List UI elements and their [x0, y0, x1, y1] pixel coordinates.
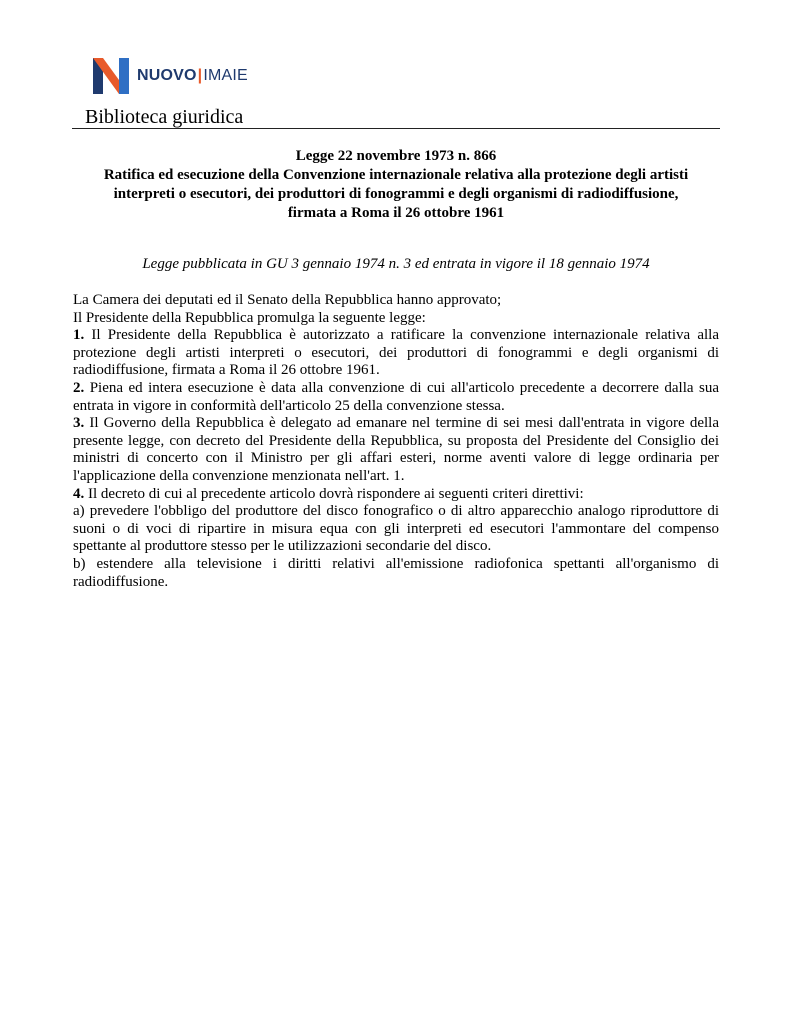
article-number: 1.: [73, 327, 85, 344]
law-title-line: Ratifica ed esecuzione della Convenzione internazionale relativa alla protezione degli artisti: [103, 167, 689, 183]
law-title-line: firmata a Roma il 26 ottobre 1961: [287, 205, 505, 221]
article-text: Il Presidente della Repubblica è autorizzato a ratificare la convenzione internazionale relativa alla protezione degli artisti interpreti o esecutori, dei produttori di fonogrammi e degli organismi di radiodiffusione, firmata a Roma il 26 ottobre 1961.: [73, 327, 719, 379]
section-title: Biblioteca giuridica: [85, 106, 244, 128]
article-number: 2.: [73, 379, 85, 396]
law-title: [72, 147, 720, 223]
article-2: [73, 380, 719, 415]
brand-name-light: IMAIE: [203, 67, 248, 84]
article-1: [73, 327, 719, 380]
criterion-a: a) prevedere l'obbligo del produttore del disco fonografico o di altro apparecchio analogo riproduttore di suoni o di voci di ripartire in misura equa con gli interpreti ed esecutori l'ammontare del compenso spettante al produttore stesso per le utilizzazioni secondarie del disco.: [73, 503, 719, 555]
intro-line: La Camera dei deputati ed il Senato della Repubblica hanno approvato;: [73, 292, 502, 308]
brand-logo: [75, 47, 248, 105]
intro-line: Il Presidente della Repubblica promulga la seguente legge:: [73, 309, 426, 326]
article-number: 3.: [73, 415, 85, 432]
header-divider: [72, 128, 720, 129]
law-title-line: Legge 22 novembre 1973 n. 866: [295, 148, 497, 164]
law-title-line: interpreti o esecutori, dei produttori di fonogrammi e degli organismi di radiodiffusione,: [113, 186, 679, 202]
brand-wordmark: [137, 66, 248, 86]
criterion-b: b) estendere alla televisione i diritti relativi all'emissione radiofonica spettanti all'organismo di radiodiffusione.: [73, 555, 719, 590]
brand-separator: |: [197, 67, 203, 84]
article-text: Il Governo della Repubblica è delegato ad emanare nel termine di sei mesi dall'entrata in vigore della presente legge, con decreto del Presidente della Repubblica, su proposta del Presidente del Consiglio dei ministri di concerto con il Ministro per gli affari esteri, norme aventi valore di legge ordinaria per l'applicazione della convenzione menzionata nell'art. 1.: [73, 415, 719, 484]
article-text: Il decreto di cui al precedente articolo dovrà rispondere ai seguenti criteri direttivi:: [84, 485, 584, 502]
article-text: Piena ed intera esecuzione è data alla convenzione di cui all'articolo precedente a decorrere dalla sua entrata in vigore in conformità dell'articolo 25 della convenzione stessa.: [73, 379, 719, 414]
article-number: 4.: [73, 485, 85, 502]
law-body: [73, 292, 719, 591]
article-3: [73, 415, 719, 485]
brand-name-bold: NUOVO: [137, 67, 197, 84]
nuovoimaie-logo-icon: [93, 58, 129, 94]
article-4: [73, 486, 719, 504]
publication-note: Legge pubblicata in GU 3 gennaio 1974 n. 3 ed entrata in vigore il 18 gennaio 1974: [142, 256, 650, 272]
